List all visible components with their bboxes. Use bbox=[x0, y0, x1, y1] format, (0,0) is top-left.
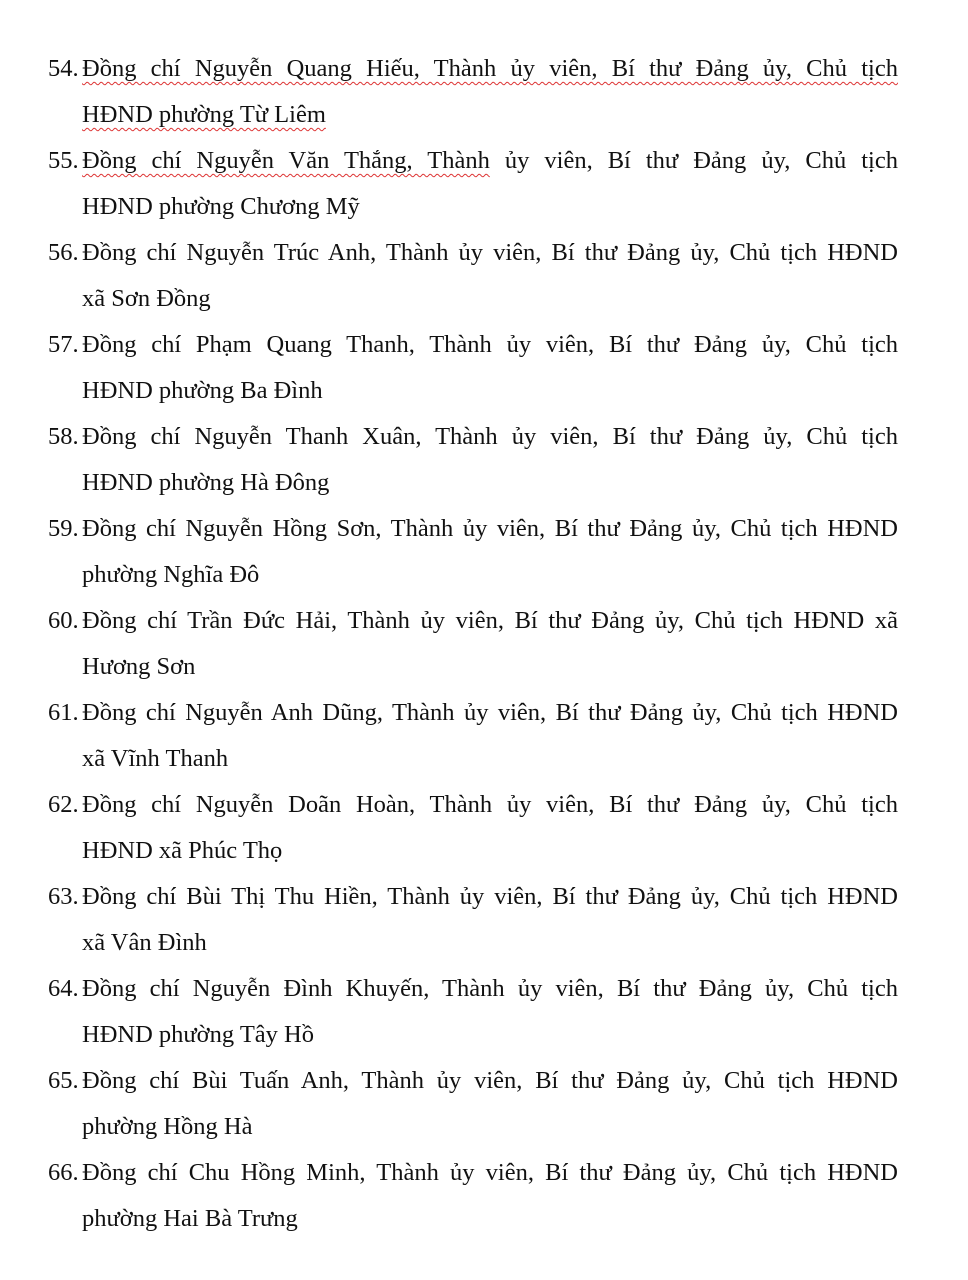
item-line-1 bbox=[82, 690, 898, 736]
item-line-2 bbox=[82, 644, 898, 690]
item-line-2 bbox=[82, 276, 898, 322]
item-number: 56. bbox=[48, 239, 79, 266]
item-line-1-part: Đồng chí Nguyễn Thanh Xuân, Thành ủy viên, Bí thư Đảng ủy, Chủ tịch bbox=[82, 423, 898, 450]
item-number: 63. bbox=[48, 883, 79, 910]
item-line-1 bbox=[82, 1058, 898, 1104]
item-number: 54. bbox=[48, 55, 79, 82]
item-line-1-part: Đồng chí Nguyễn Trúc Anh, Thành ủy viên, Bí thư Đảng ủy, Chủ tịch HĐND bbox=[82, 239, 898, 266]
item-line-1 bbox=[82, 506, 898, 552]
item-line-2 bbox=[82, 1104, 898, 1150]
list-item bbox=[0, 690, 968, 782]
item-line-1 bbox=[82, 230, 898, 276]
item-line-1-part: ủy viên, Bí thư Đảng ủy, Chủ tịch bbox=[489, 147, 898, 174]
item-line-2-text: HĐND phường Chương Mỹ bbox=[82, 193, 360, 220]
list-item bbox=[0, 874, 968, 966]
item-line-1-part: Đồng chí Nguyễn Hồng Sơn, Thành ủy viên, Bí thư Đảng ủy, Chủ tịch HĐND bbox=[82, 515, 898, 542]
item-line-1-part: Đồng chí Chu Hồng Minh, Thành ủy viên, Bí thư Đảng ủy, Chủ tịch HĐND bbox=[82, 1159, 898, 1186]
item-number: 62. bbox=[48, 791, 79, 818]
item-line-2 bbox=[82, 1012, 898, 1058]
item-line-1-part: Đồng chí Bùi Thị Thu Hiền, Thành ủy viên, Bí thư Đảng ủy, Chủ tịch HĐND bbox=[82, 883, 898, 910]
item-number: 59. bbox=[48, 515, 79, 542]
item-line-2 bbox=[82, 828, 898, 874]
item-line-1 bbox=[82, 46, 898, 92]
list-item bbox=[0, 506, 968, 598]
item-line-1 bbox=[82, 966, 898, 1012]
list-item bbox=[0, 138, 968, 230]
item-line-1-part: Đồng chí Nguyễn Đình Khuyến, Thành ủy viên, Bí thư Đảng ủy, Chủ tịch bbox=[82, 975, 898, 1002]
item-line-1 bbox=[82, 598, 898, 644]
item-number: 58. bbox=[48, 423, 79, 450]
item-line-1 bbox=[82, 782, 898, 828]
item-line-1 bbox=[82, 414, 898, 460]
item-line-2 bbox=[82, 736, 898, 782]
item-line-2-text: phường Nghĩa Đô bbox=[82, 561, 260, 588]
item-line-2-text: HĐND xã Phúc Thọ bbox=[82, 837, 283, 864]
item-number: 61. bbox=[48, 699, 79, 726]
item-line-2-text: phường Hồng Hà bbox=[82, 1113, 253, 1140]
item-line-1-part: Đồng chí Trần Đức Hải, Thành ủy viên, Bí thư Đảng ủy, Chủ tịch HĐND xã bbox=[82, 607, 898, 634]
member-list bbox=[0, 46, 968, 1242]
item-line-1 bbox=[82, 1150, 898, 1196]
item-line-2-text: Hương Sơn bbox=[82, 653, 196, 680]
item-line-2 bbox=[82, 920, 898, 966]
item-line-2 bbox=[82, 184, 898, 230]
item-line-2-text: xã Sơn Đồng bbox=[82, 285, 211, 312]
item-line-2 bbox=[82, 460, 898, 506]
list-item bbox=[0, 414, 968, 506]
item-number: 65. bbox=[48, 1067, 79, 1094]
item-line-1-part: Đồng chí Nguyễn Văn Thắng, Thành bbox=[82, 147, 490, 174]
item-line-1-part: Đồng chí Nguyễn Anh Dũng, Thành ủy viên, Bí thư Đảng ủy, Chủ tịch HĐND bbox=[82, 699, 898, 726]
item-number: 60. bbox=[48, 607, 79, 634]
item-line-2-text: HĐND phường Hà Đông bbox=[82, 469, 330, 496]
item-line-2 bbox=[82, 552, 898, 598]
item-line-2 bbox=[82, 368, 898, 414]
item-line-1-part: Đồng chí Nguyễn Doãn Hoàn, Thành ủy viên, Bí thư Đảng ủy, Chủ tịch bbox=[82, 791, 898, 818]
item-line-2 bbox=[82, 92, 898, 138]
list-item bbox=[0, 230, 968, 322]
item-line-1-part: Đồng chí Phạm Quang Thanh, Thành ủy viên, Bí thư Đảng ủy, Chủ tịch bbox=[82, 331, 898, 358]
list-item bbox=[0, 322, 968, 414]
item-number: 57. bbox=[48, 331, 79, 358]
item-line-1-part: Đồng chí Bùi Tuấn Anh, Thành ủy viên, Bí thư Đảng ủy, Chủ tịch HĐND bbox=[82, 1067, 898, 1094]
item-line-1 bbox=[82, 874, 898, 920]
item-line-2-text: HĐND phường Tây Hồ bbox=[82, 1021, 314, 1048]
item-number: 66. bbox=[48, 1159, 79, 1186]
item-line-1 bbox=[82, 138, 898, 184]
item-line-1-part: Đồng chí Nguyễn Quang Hiếu, Thành ủy viên, Bí thư Đảng ủy, Chủ tịch bbox=[82, 55, 898, 82]
list-item bbox=[0, 782, 968, 874]
item-number: 55. bbox=[48, 147, 79, 174]
item-number: 64. bbox=[48, 975, 79, 1002]
list-item bbox=[0, 598, 968, 690]
item-line-2 bbox=[82, 1196, 898, 1242]
item-line-2-text: HĐND phường Từ Liêm bbox=[82, 101, 326, 128]
list-item bbox=[0, 966, 968, 1058]
item-line-2-text: xã Vĩnh Thanh bbox=[82, 745, 229, 772]
list-item bbox=[0, 1150, 968, 1242]
item-line-2-text: xã Vân Đình bbox=[82, 929, 207, 956]
list-item bbox=[0, 1058, 968, 1150]
list-item bbox=[0, 46, 968, 138]
item-line-2-text: phường Hai Bà Trưng bbox=[82, 1205, 298, 1232]
item-line-1 bbox=[82, 322, 898, 368]
item-line-2-text: HĐND phường Ba Đình bbox=[82, 377, 323, 404]
